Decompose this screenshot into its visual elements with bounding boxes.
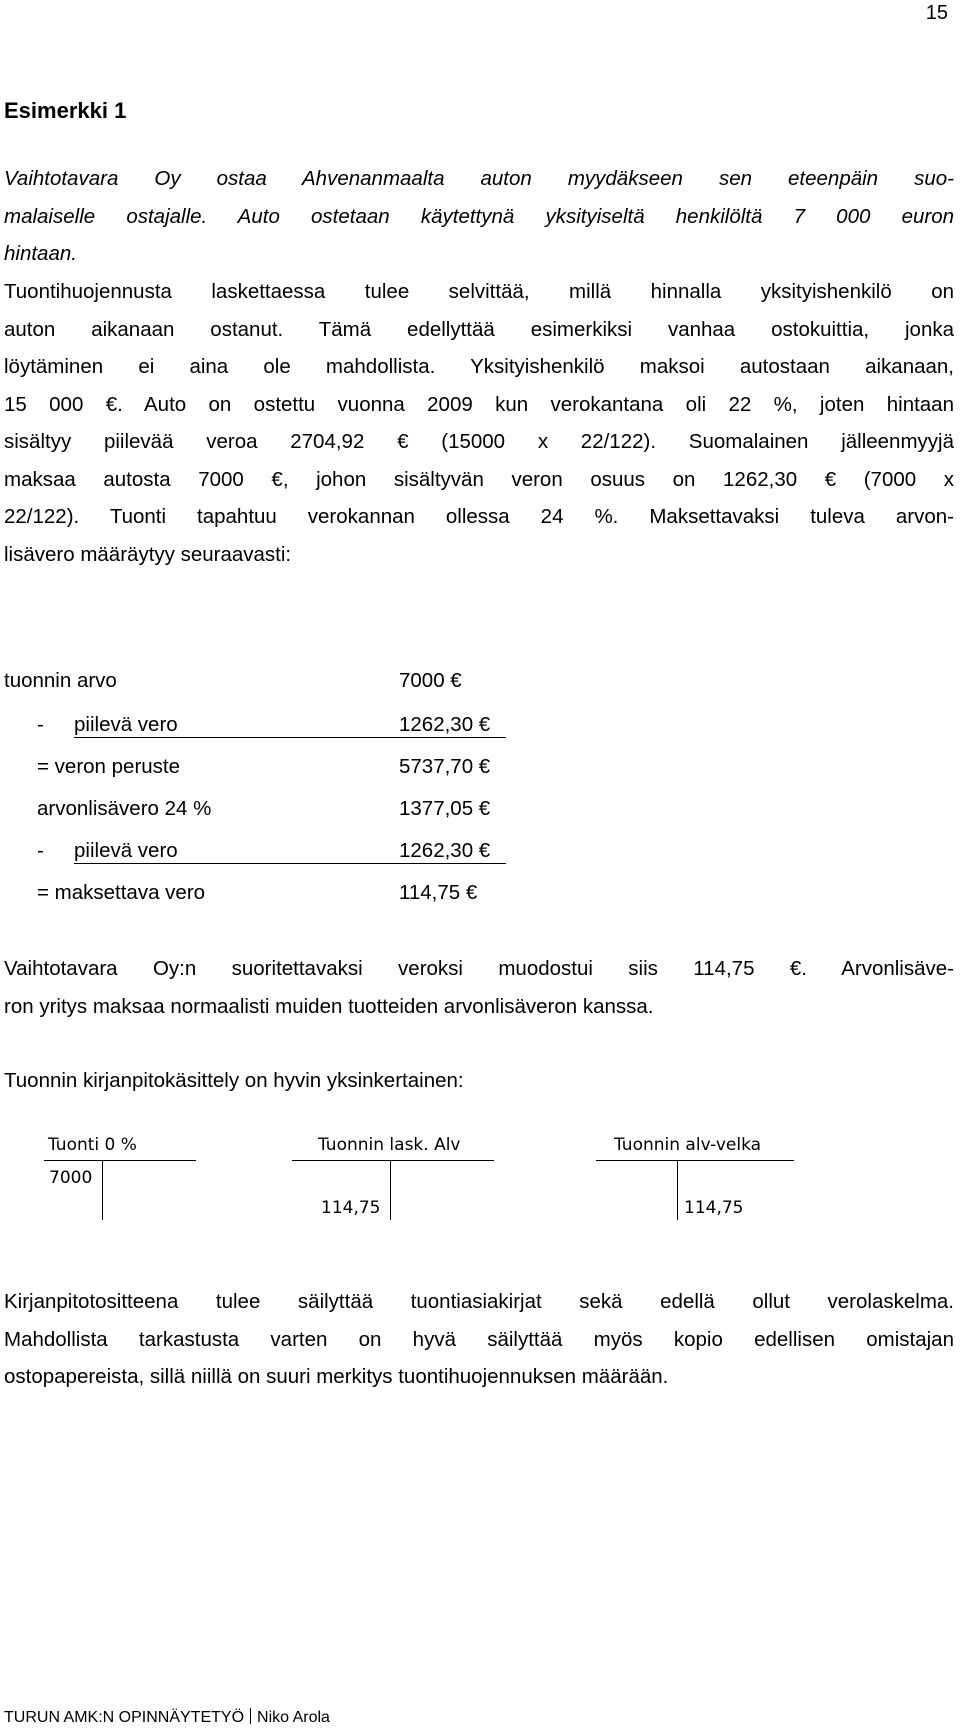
t-account-divider <box>390 1160 391 1220</box>
footer-author: Niko Arola <box>257 1709 330 1726</box>
calc-prefix: - <box>37 839 44 862</box>
calc-value: 1262,30 € <box>399 839 491 862</box>
calc-label: = veron peruste <box>37 755 181 778</box>
calc-label: piilevä vero <box>74 839 178 862</box>
text-line: Mahdollista tarkastusta varten on hyvä säilyttää myös kopio edellisen omistajan <box>4 1327 954 1351</box>
calc-prefix: - <box>37 713 44 736</box>
text-line: Vaihtotavara Oy ostaa Ahvenanmaalta auton myydäkseen sen eteenpäin suo- <box>4 167 954 190</box>
subtotal-rule <box>74 863 506 864</box>
t-account-credit: 114,75 <box>684 1198 744 1218</box>
text-line: sisältyy piilevää veroa 2704,92 € (15000 x 22/122). Suomalainen jälleenmyyjä <box>4 430 954 453</box>
result-paragraph <box>4 950 954 1025</box>
calc-label: piilevä vero <box>74 713 178 736</box>
calc-value: 1377,05 € <box>399 797 491 820</box>
t-account-top-rule <box>292 1160 494 1161</box>
text-line: malaiselle ostajalle. Auto ostetaan käytettynä yksityiseltä henkilöltä 7 000 euron <box>4 204 954 228</box>
text-line: Kirjanpitotositteena tulee säilyttää tuontiasiakirjat sekä edellä ollut verolaskelma. <box>4 1290 954 1313</box>
t-account-title: Tuonnin lask. Alv <box>318 1135 461 1155</box>
t-account-debit: 114,75 <box>321 1198 381 1218</box>
subtotal-rule <box>74 737 506 738</box>
text-line: Tuontihuojennusta laskettaessa tulee selvittää, millä hinnalla yksityishenkilö on <box>4 280 954 303</box>
text-line: auton aikanaan ostanut. Tämä edellyttää esimerkiksi vanhaa ostokuittia, jonka <box>4 317 954 341</box>
t-account-title: Tuonti 0 % <box>48 1135 137 1155</box>
text-line: maksaa autosta 7000 €, johon sisältyvän veron osuus on 1262,30 € (7000 x <box>4 467 954 491</box>
t-account-divider <box>677 1160 678 1220</box>
closing-paragraph <box>4 1283 954 1396</box>
bookkeeping-intro <box>4 1062 954 1100</box>
t-account-top-rule <box>596 1160 794 1161</box>
text-line: lisävero määräytyy seuraavasti: <box>4 542 292 566</box>
t-account-top-rule <box>44 1160 196 1161</box>
text-line: ron yritys maksaa normaalisti muiden tuotteiden arvonlisäveron kanssa. <box>4 994 654 1018</box>
text-line: Vaihtotavara Oy:n suoritettavaksi veroksi muodostui siis 114,75 €. Arvonlisäve- <box>4 957 954 980</box>
t-account-divider <box>102 1160 103 1220</box>
t-account-debit: 7000 <box>49 1168 93 1188</box>
calc-label: arvonlisävero 24 % <box>37 797 212 820</box>
text-line: hintaan. <box>4 242 77 265</box>
page-footer <box>4 1708 330 1727</box>
calc-label: = maksettava vero <box>37 881 206 904</box>
footer-separator <box>250 1708 251 1724</box>
text-line: ostopapereista, sillä niillä on suuri merkitys tuontihuojennuksen määrään. <box>4 1365 669 1388</box>
text-line: löytäminen ei aina ole mahdollista. Yksityishenkilö maksoi autostaan aikanaan, <box>4 355 954 378</box>
intro-paragraph <box>4 160 954 273</box>
text-line: Tuonnin kirjanpitokäsittely on hyvin yksinkertainen: <box>4 1069 464 1092</box>
calc-label: tuonnin arvo <box>4 669 117 692</box>
section-heading: Esimerkki 1 <box>4 98 127 123</box>
t-account-title: Tuonnin alv-velka <box>614 1135 762 1155</box>
explanation-paragraph <box>4 273 954 573</box>
text-line: 22/122). Tuonti tapahtuu verokannan ollessa 24 %. Maksettavaksi tuleva arvon- <box>4 505 954 528</box>
calc-value: 7000 € <box>399 669 462 692</box>
text-line: 15 000 €. Auto on ostettu vuonna 2009 kun verokantana oli 22 %, joten hintaan <box>4 392 954 416</box>
page-number: 15 <box>925 2 948 24</box>
calc-value: 114,75 € <box>399 881 478 904</box>
t-accounts <box>0 1130 960 1240</box>
calc-value: 5737,70 € <box>399 755 491 778</box>
footer-institution: TURUN AMK:N OPINNÄYTETYÖ <box>4 1709 245 1726</box>
calc-value: 1262,30 € <box>399 713 491 736</box>
